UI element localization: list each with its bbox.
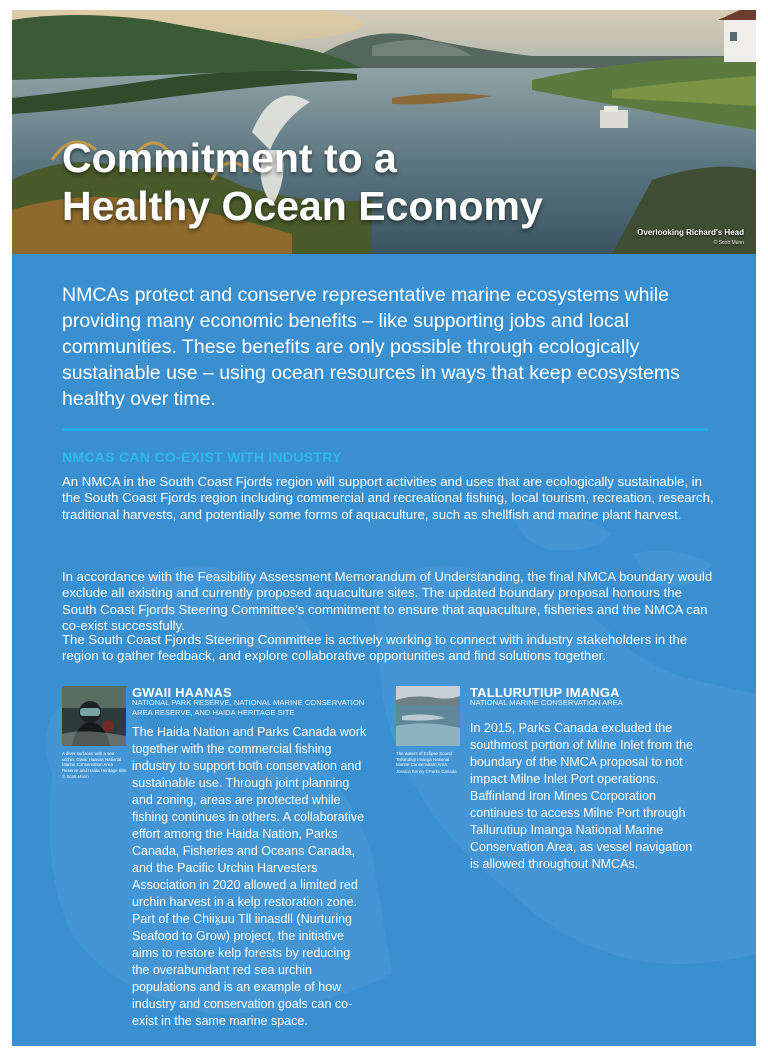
gwaii-haanas-title: GWAII HAANAS: [132, 685, 232, 700]
body-paragraph-2: In accordance with the Feasibility Assessment Memorandum of Understanding, the final NMCA boundary would exclude all existing and currently proposed aquaculture sites. The updated boundary proposal honours the South Coast Fjords Steering Committee’s commitment to ensure that aquaculture, fisheries and the NMCA can co-exist successfully.: [62, 569, 713, 634]
eclipse-photo-credit: Jessica Kenny ©Parks Canada: [396, 768, 457, 774]
hero-credit: © Scott Munn: [713, 240, 744, 246]
eclipse-sound-photo: [396, 686, 460, 746]
section-heading: NMCAS CAN CO-EXIST WITH INDUSTRY: [62, 449, 342, 465]
body-paragraph-3: The South Coast Fjords Steering Committee is actively working to connect with industry stakeholders in the region to gather feedback, and explore collaborative opportunities and find solutions together.: [62, 632, 688, 664]
body-paragraph-1: An NMCA in the South Coast Fjords region will support activities and uses that are ecologically sustainable, in the South Coast Fjords region including commercial and recreational fishing, local tourism, recreation, research, traditional harvests, and potentially some forms of aquaculture, such as shellfish and marine plant harvest.: [62, 474, 714, 522]
hero-caption: Overlooking Richard's Head: [637, 228, 744, 237]
gwaii-haanas-body: The Haida Nation and Parks Canada work together with the commercial fishing industry to support both conservation and sustainable use. Through joint planning and zoning, areas are protected while fishing continues in others. A collaborative effort among the Haida Nation, Parks Canada, Fisheries and Oceans Canada, and the Pacific Urchin Harvesters Association in 2020 allowed a limited red urchin harvest in a kelp restoration zone. Part of the Chiix̱uu Tll iinasdll (Nurturing Seafood to Grow) project, the initiative aims to restore kelp forests by reducing the overabundant red sea urchin populations and is an example of how industry and conservation goals can co-exist in the same marine space.: [132, 725, 367, 1028]
page-title: [62, 134, 543, 230]
intro-paragraph: NMCAs protect and conserve representative marine ecosystems while providing many economic benefits – like supporting jobs and local communities. These benefits are only possible through ecologically sustainable use – using ocean resources in ways that keep ecosystems healthy over time.: [62, 284, 680, 410]
tallurutiup-imanga-body: In 2015, Parks Canada excluded the southmost portion of Milne Inlet from the boundary of the NMCA proposal to not impact Milne Inlet Port operations. Baffinland Iron Mines Corporation continues to access Milne Port through Tallurutiup Imanga National Marine Conservation Area, as vessel navigation is allowed throughout NMCAs.: [470, 721, 694, 871]
tallurutiup-imanga-title: TALLURUTIUP IMANGA: [470, 685, 620, 700]
tallurutiup-imanga-subtitle: NATIONAL MARINE CONSERVATION AREA: [470, 698, 623, 707]
title-line-1: Commitment to a: [62, 135, 397, 181]
gwaii-haanas-subtitle: NATIONAL PARK RESERVE, NATIONAL MARINE CONSERVATION AREA RESERVE, AND HAIDA HERITAGE SITE: [132, 698, 365, 717]
eclipse-photo-caption: [396, 751, 462, 774]
hero-photo: [12, 10, 756, 254]
diver-photo-credit: © Scott Munn: [62, 774, 89, 780]
eclipse-caption-text: The waters of Eclipse Sound Tallurutiup Imanga National Marine Conservation Area.: [396, 751, 452, 768]
section-divider: [62, 428, 708, 431]
poster-panel: [12, 10, 756, 1046]
diver-caption-text: A diver surfaces with a sea urchin, Gwaii Haanas National Marine Conservation Area Reserve and Haida Heritage Site.: [62, 751, 128, 773]
diver-photo-caption: [62, 751, 128, 780]
diver-photo: [62, 686, 126, 746]
title-line-2: Healthy Ocean Economy: [62, 183, 543, 229]
